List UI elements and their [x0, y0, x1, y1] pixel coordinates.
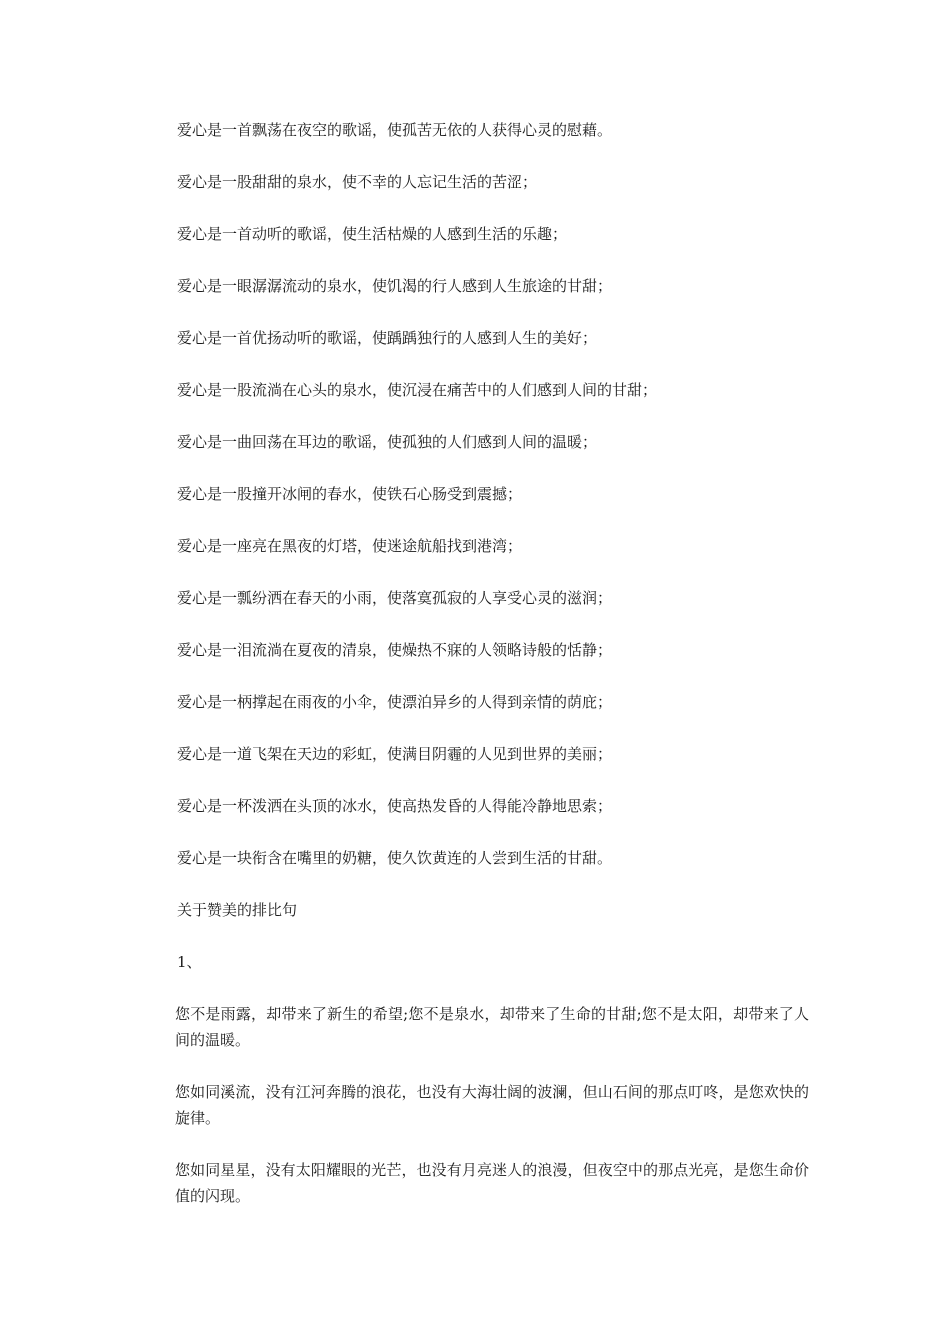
love-line: 爱心是一泪流淌在夏夜的清泉，使燥热不寐的人领略诗般的恬静； — [177, 641, 613, 659]
love-line: 爱心是一块衔含在嘴里的奶糖，使久饮黄连的人尝到生活的甘甜。 — [177, 849, 613, 867]
item-number: 1、 — [177, 953, 202, 971]
love-line: 爱心是一道飞架在天边的彩虹，使满目阴霾的人见到世界的美丽； — [177, 745, 613, 763]
love-line: 爱心是一柄撑起在雨夜的小伞，使漂泊异乡的人得到亲情的荫庇； — [177, 693, 613, 711]
praise-paragraph: 您如同溪流，没有江河奔腾的浪花，也没有大海壮阔的波澜，但山石间的那点叮咚，是您欢快的旋律。 — [175, 1083, 809, 1127]
love-line: 爱心是一曲回荡在耳边的歌谣，使孤独的人们感到人间的温暖； — [177, 433, 598, 451]
praise-paragraph: 您如同星星，没有太阳耀眼的光芒，也没有月亮迷人的浪漫，但夜空中的那点光亮，是您生命价值的闪现。 — [175, 1161, 809, 1205]
document-body — [177, 117, 809, 1235]
praise-paragraph: 您不是雨露，却带来了新生的希望;您不是泉水，却带来了生命的甘甜;您不是太阳，却带来了人间的温暖。 — [175, 1005, 809, 1049]
love-line: 爱心是一股甜甜的泉水，使不幸的人忘记生活的苦涩； — [177, 173, 538, 191]
love-line: 爱心是一股流淌在心头的泉水，使沉浸在痛苦中的人们感到人间的甘甜； — [177, 381, 658, 399]
section-heading: 关于赞美的排比句 — [177, 901, 298, 919]
love-line: 爱心是一瓢纷洒在春天的小雨，使落寞孤寂的人享受心灵的滋润； — [177, 589, 613, 607]
love-line: 爱心是一杯泼洒在头顶的冰水，使高热发昏的人得能冷静地思索； — [177, 797, 613, 815]
love-line: 爱心是一首动听的歌谣，使生活枯燥的人感到生活的乐趣； — [177, 225, 568, 243]
love-line: 爱心是一座亮在黑夜的灯塔，使迷途航船找到港湾； — [177, 537, 523, 555]
love-line: 爱心是一股撞开冰闸的春水，使铁石心肠受到震撼； — [177, 485, 523, 503]
praise-paragraphs — [175, 1001, 809, 1209]
love-line: 爱心是一首优扬动听的歌谣，使踽踽独行的人感到人生的美好； — [177, 329, 598, 347]
love-line: 爱心是一眼潺潺流动的泉水，使饥渴的行人感到人生旅途的甘甜； — [177, 277, 613, 295]
love-line: 爱心是一首飘荡在夜空的歌谣，使孤苦无依的人获得心灵的慰藉。 — [177, 121, 613, 139]
